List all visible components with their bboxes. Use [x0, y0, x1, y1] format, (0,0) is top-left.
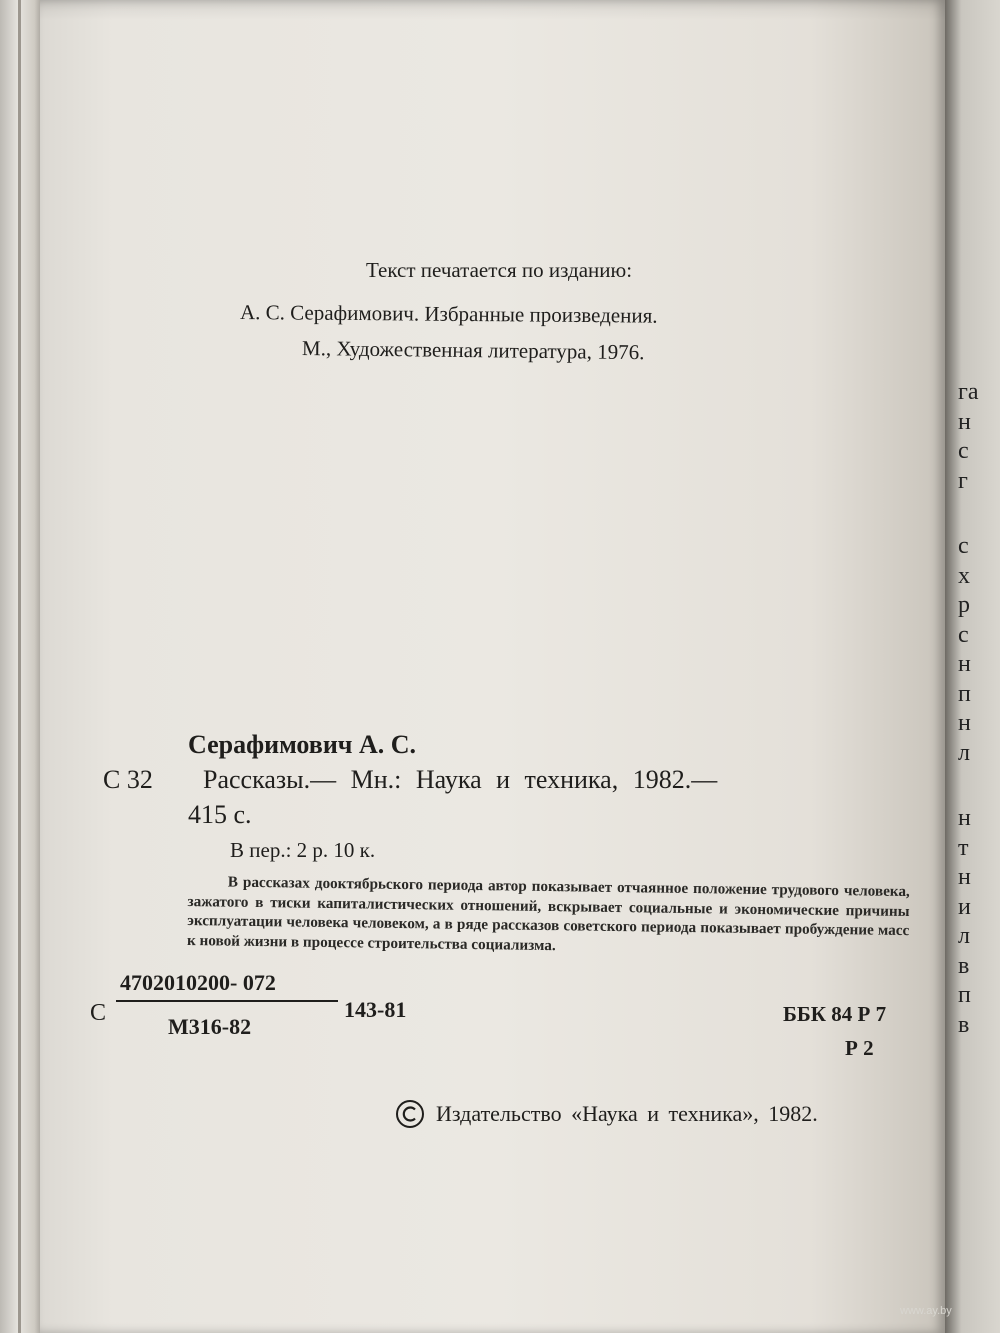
catalog-title-line: Рассказы.— Мн.: Наука и техника, 1982.—: [203, 765, 718, 794]
adjacent-page-fragment: н: [958, 864, 971, 890]
adjacent-page-fragment: н: [958, 408, 971, 435]
index-letter: С: [90, 1000, 107, 1026]
catalog-author: Серафимович А. С.: [188, 730, 417, 759]
adjacent-page-fragment: л: [958, 923, 970, 949]
bbk-code-secondary: Р 2: [845, 1036, 874, 1060]
adjacent-page-fragment: л: [958, 739, 970, 766]
watermark: www.ay.by: [900, 1305, 952, 1317]
page-edge-line: [18, 0, 21, 1333]
catalog-annotation: В рассказах доoктябрьского периода автор показывает отчаянное положение трудового человека, зажатого в тиски капиталистических отношений, вскрывает социальные и экономические причины эксплуатации человека человеком, а в ряде рассказов советского периода показывает пробуждение масс к новой жизни в процессе строительства социализма.: [186, 873, 910, 954]
catalog-code: С 32: [103, 765, 153, 794]
index-fraction-rule: [116, 1000, 338, 1002]
adjacent-page-fragment: п: [958, 680, 971, 707]
source-intro: Текст печатается по изданию:: [366, 258, 633, 282]
adjacent-page-fragment: га: [958, 379, 979, 405]
source-publication: М., Художественная литература, 1976.: [301, 336, 645, 365]
source-work: А. С. Серафимович. Избранные произведения.: [239, 300, 658, 328]
adjacent-page-fragment: т: [958, 834, 969, 861]
copyright-text: Издательство «Наука и техника», 1982.: [436, 1101, 818, 1126]
bbk-code: ББК 84 Р 7: [783, 1002, 887, 1026]
adjacent-page-fragment: и: [958, 893, 971, 920]
adjacent-page-fragment: н: [958, 805, 971, 831]
index-denominator: М316-82: [168, 1014, 252, 1039]
adjacent-page-fragment: п: [958, 982, 971, 1008]
catalog-price: В пер.: 2 р. 10 к.: [230, 838, 376, 862]
adjacent-page-letters: [958, 378, 998, 1040]
adjacent-page-fragment: [958, 496, 998, 532]
adjacent-page-fragment: н: [958, 651, 971, 677]
catalog-pages: 415 с.: [188, 800, 252, 829]
adjacent-page-fragment: х: [958, 562, 970, 589]
adjacent-page-fragment: в: [958, 1011, 970, 1038]
adjacent-page-fragment: с: [958, 621, 969, 648]
page-shadow: [40, 0, 945, 20]
adjacent-page-fragment: н: [958, 710, 971, 736]
book-page: [40, 0, 945, 1333]
adjacent-page-fragment: с: [958, 533, 969, 559]
adjacent-page-fragment: р: [958, 592, 970, 618]
adjacent-page-fragment: в: [958, 952, 970, 979]
index-numerator: 4702010200- 072: [120, 970, 276, 995]
copyright-icon: [395, 1099, 425, 1129]
index-suffix: 143-81: [344, 997, 407, 1022]
adjacent-page-fragment: с: [958, 438, 969, 464]
adjacent-page-fragment: [958, 768, 998, 804]
adjacent-page-fragment: г: [958, 467, 968, 494]
